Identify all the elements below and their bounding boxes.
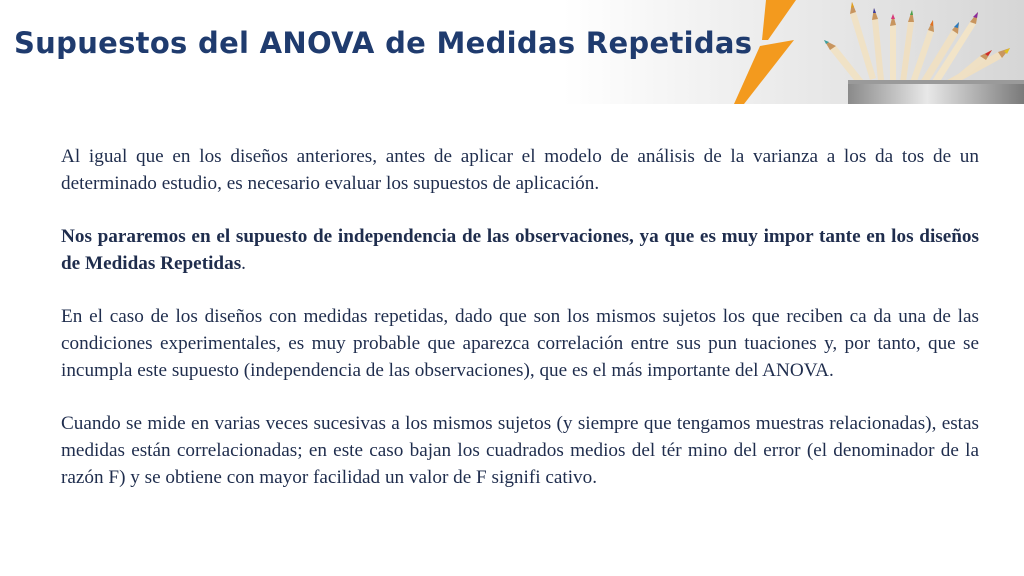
slide-title: Supuestos del ANOVA de Medidas Repetidas [14,26,753,60]
paragraph-1: Al igual que en los diseños anteriores, antes de aplicar el modelo de análisis de la varianza a los da tos de un determinado estudio, es necesario evaluar los supuestos de aplicación. [61,146,979,194]
slide-header [0,0,1024,104]
paragraph-2 [61,223,979,277]
paragraph-2-period: . [241,253,246,274]
paragraph-4: Cuando se mide en varias veces sucesivas a los mismos sujetos (y siempre que tengamos muestras relacionadas), estas medidas están correlacionadas; en este caso bajan los cuadrados medios del tér mino del error (el denominador de la razón F) y se obtiene con mayor facilidad un valor de F signifi cativo. [61,413,979,488]
paragraph-2-bold-text: Nos pararemos en el supuesto de independencia de las observaciones, ya que es muy impor tante en los diseños de Medidas Repetidas [61,226,979,274]
paragraph-3: En el caso de los diseños con medidas repetidas, dado que son los mismos sujetos los que reciben ca da una de las condiciones experimentales, es muy probable que aparezca correlación entre sus pun tuaciones y, por tanto, que se incumpla este supuesto (independencia de las observaciones), que es el más importante del ANOVA. [61,306,979,381]
slide-body [61,143,979,491]
colored-pencils-icon [812,0,1024,104]
orange-lightning-accent [730,0,810,104]
